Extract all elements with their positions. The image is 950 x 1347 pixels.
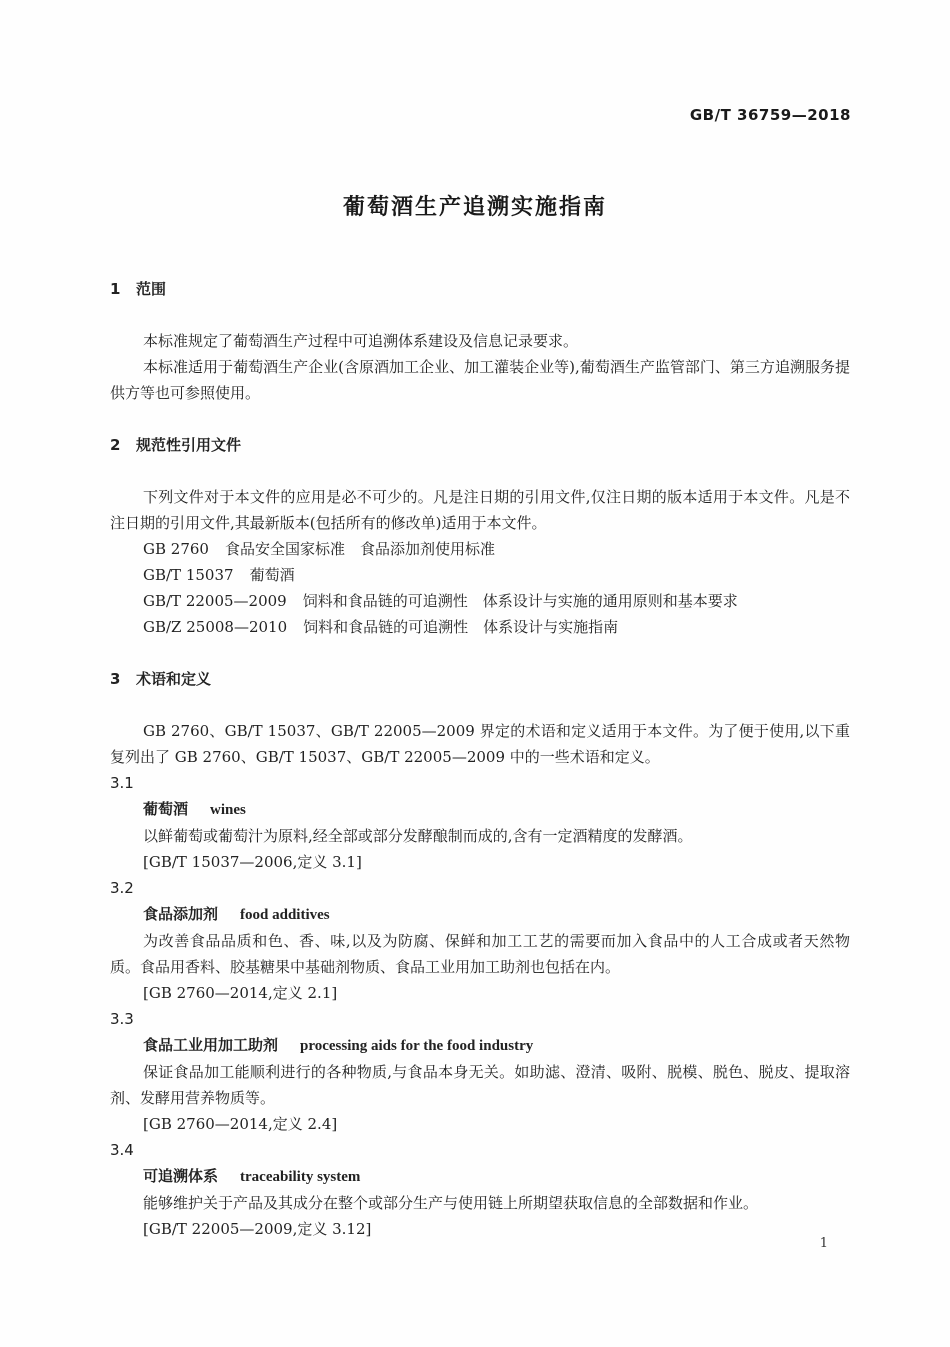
term-source: [GB/T 22005—2009,定义 3.12]	[143, 1220, 372, 1238]
section-title: 术语和定义	[136, 670, 212, 688]
term-source: [GB 2760—2014,定义 2.1]	[143, 984, 338, 1002]
section-number: 2	[110, 436, 121, 454]
term-entry	[110, 1032, 850, 1059]
term-source: [GB/T 15037—2006,定义 3.1]	[143, 853, 362, 871]
term-definition: 保证食品加工能顺利进行的各种物质,与食品本身无关。如助滤、澄清、吸附、脱模、脱色、脱皮、提取溶剂、发酵用营养物质等。	[110, 1063, 850, 1107]
reference-code: GB/T 22005—2009	[143, 592, 287, 610]
term-en: food additives	[240, 907, 330, 923]
term-zh: 食品添加剂	[143, 905, 219, 923]
term-number: 3.4	[110, 1141, 134, 1159]
reference-code: GB/T 15037	[143, 566, 234, 584]
paragraph: 本标准适用于葡萄酒生产企业(含原酒加工企业、加工灌装企业等),葡萄酒生产监管部门、第三方追溯服务提供方等也可参照使用。	[110, 358, 850, 402]
term-number: 3.1	[110, 774, 134, 792]
document-title: 葡萄酒生产追溯实施指南	[342, 195, 607, 220]
reference-title: 食品安全国家标准 食品添加剂使用标准	[224, 540, 495, 558]
section-number: 3	[110, 670, 121, 688]
page-number: 1	[819, 1236, 828, 1251]
section-heading-normative-references	[110, 432, 850, 458]
reference-title: 饲料和食品链的可追溯性 体系设计与实施的通用原则和基本要求	[302, 592, 738, 610]
term-number: 3.2	[110, 879, 134, 897]
section-number: 1	[110, 280, 121, 298]
term-entry	[110, 796, 850, 823]
reference-item	[110, 562, 850, 588]
reference-title: 饲料和食品链的可追溯性 体系设计与实施指南	[303, 618, 619, 636]
term-source: [GB 2760—2014,定义 2.4]	[143, 1115, 338, 1133]
term-zh: 可追溯体系	[143, 1167, 219, 1185]
reference-title: 葡萄酒	[249, 566, 295, 584]
section-heading-terms-definitions	[110, 666, 850, 692]
reference-item	[110, 614, 850, 640]
term-definition: 能够维护关于产品及其成分在整个或部分生产与使用链上所期望获取信息的全部数据和作业。	[143, 1194, 759, 1212]
section-heading-scope	[110, 276, 850, 302]
term-en: wines	[210, 802, 246, 818]
term-number: 3.3	[110, 1010, 134, 1028]
term-entry	[110, 1163, 850, 1190]
paragraph: 下列文件对于本文件的应用是必不可少的。凡是注日期的引用文件,仅注日期的版本适用于本文件。凡是不注日期的引用文件,其最新版本(包括所有的修改单)适用于本文件。	[110, 488, 850, 532]
term-definition: 为改善食品品质和色、香、味,以及为防腐、保鲜和加工工艺的需要而加入食品中的人工合成或者天然物质。食品用香料、胶基糖果中基础剂物质、食品工业用加工助剂也包括在内。	[110, 932, 850, 976]
reference-item	[110, 588, 850, 614]
term-en: processing aids for the food industry	[300, 1038, 534, 1054]
section-title: 范围	[136, 280, 167, 298]
paragraph: 本标准规定了葡萄酒生产过程中可追溯体系建设及信息记录要求。	[143, 332, 579, 350]
reference-code: GB/Z 25008—2010	[143, 618, 288, 636]
reference-item	[110, 536, 850, 562]
standard-code: GB/T 36759—2018	[689, 106, 851, 124]
term-zh: 葡萄酒	[143, 800, 189, 818]
paragraph: GB 2760、GB/T 15037、GB/T 22005—2009 界定的术语和定义适用于本文件。为了便于使用,以下重复列出了 GB 2760、GB/T 15037、GB/T 22005—2009 中的一些术语和定义。	[110, 722, 850, 766]
reference-code: GB 2760	[143, 540, 209, 558]
section-title: 规范性引用文件	[136, 436, 242, 454]
document-body	[110, 276, 850, 1242]
term-en: traceability system	[240, 1169, 361, 1185]
term-entry	[110, 901, 850, 928]
term-zh: 食品工业用加工助剂	[143, 1036, 279, 1054]
term-definition: 以鲜葡萄或葡萄汁为原料,经全部或部分发酵酿制而成的,含有一定酒精度的发酵酒。	[143, 827, 693, 845]
